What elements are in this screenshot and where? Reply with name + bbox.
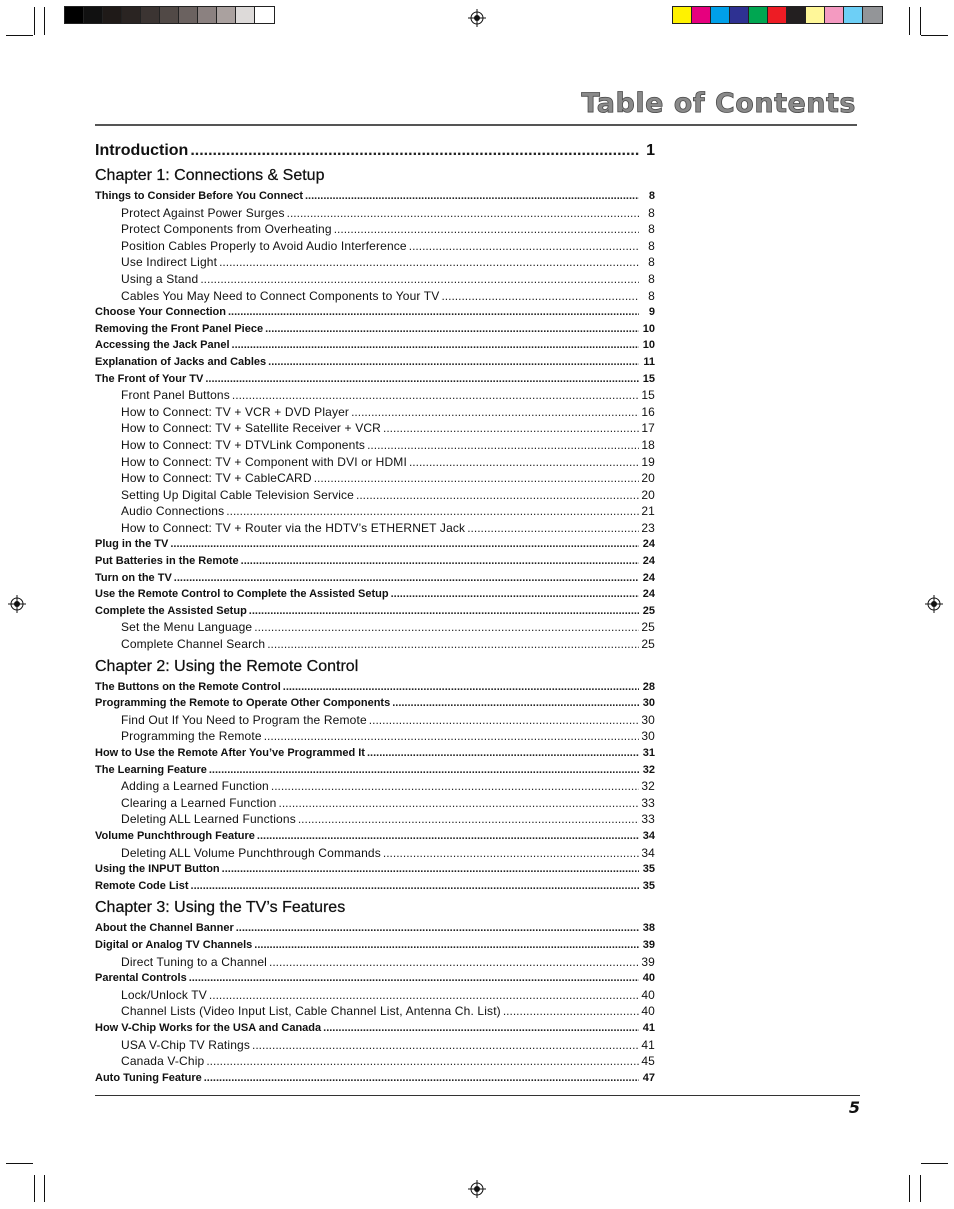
color-swatch <box>787 7 806 23</box>
toc-entry-label: How to Connect: TV + VCR + DVD Player <box>121 404 350 419</box>
toc-entry[interactable] <box>95 920 655 937</box>
dot-leader <box>323 1020 639 1037</box>
toc-entry-label: Position Cables Properly to Avoid Audio Interference <box>121 238 407 253</box>
toc-entry-label: Clearing a Learned Function <box>121 795 277 810</box>
toc-entry-page: 25 <box>641 637 655 652</box>
dot-leader <box>267 636 639 653</box>
toc-entry[interactable] <box>95 636 655 653</box>
chapter-section <box>95 165 655 653</box>
color-swatch <box>749 7 768 23</box>
toc-entry[interactable] <box>95 762 655 779</box>
dot-leader <box>392 695 639 712</box>
dot-leader <box>200 271 639 288</box>
toc-entry-page: 8 <box>648 190 655 202</box>
toc-entry[interactable] <box>95 861 655 878</box>
toc-entry[interactable] <box>95 238 655 255</box>
dot-leader <box>409 238 639 255</box>
registration-mark-left <box>8 595 26 613</box>
dot-leader <box>351 404 639 421</box>
toc-entry-page: 38 <box>642 922 655 935</box>
toc-entry-page: 30 <box>641 712 655 727</box>
toc-entry[interactable] <box>95 321 655 338</box>
toc-entry-page: 15 <box>642 372 655 385</box>
color-swatch <box>863 7 882 23</box>
gray-swatch <box>122 7 141 23</box>
toc-entry-label: Find Out If You Need to Program the Remote <box>121 712 367 727</box>
page-title: Table of Contents <box>581 88 856 119</box>
toc-entry[interactable] <box>95 304 655 321</box>
gray-swatch <box>84 7 103 23</box>
dot-leader <box>254 937 639 954</box>
toc-entry-page: 8 <box>648 288 655 303</box>
dot-leader <box>206 1053 639 1070</box>
dot-leader <box>252 1037 639 1054</box>
toc-entry[interactable] <box>95 337 655 354</box>
toc-entry-label: Parental Controls <box>95 972 187 985</box>
toc-entry-label: Plug in the TV <box>95 538 169 551</box>
dot-leader <box>383 845 639 862</box>
dot-leader <box>209 762 639 779</box>
toc-entry-page: 16 <box>641 404 655 419</box>
toc-entry[interactable] <box>95 288 655 305</box>
dot-leader <box>356 487 639 504</box>
toc-entry[interactable] <box>95 536 655 553</box>
title-divider <box>95 124 857 126</box>
dot-leader <box>298 811 639 828</box>
toc-entry-page: 15 <box>641 388 655 403</box>
toc-entry-page: 8 <box>648 255 655 270</box>
toc-entry-page: 24 <box>642 555 655 568</box>
toc-entry-page: 17 <box>641 421 655 436</box>
toc-entry-label: Direct Tuning to a Channel <box>121 954 267 969</box>
toc-entry-page: 40 <box>641 1004 655 1019</box>
toc-entry-label: USA V-Chip TV Ratings <box>121 1037 250 1052</box>
dot-leader <box>236 920 639 937</box>
toc-entry[interactable] <box>95 371 655 388</box>
toc-entry[interactable] <box>95 520 655 537</box>
toc-entry[interactable] <box>95 470 655 487</box>
toc-entry-page: 30 <box>641 729 655 744</box>
toc-entry-label: Programming the Remote <box>121 729 262 744</box>
toc-entry[interactable] <box>95 811 655 828</box>
gray-swatch <box>160 7 179 23</box>
toc-entry[interactable] <box>95 878 655 895</box>
chapter-heading: Chapter 3: Using the TV’s Features <box>95 899 346 917</box>
toc-entry-page: 20 <box>641 471 655 486</box>
toc-entry-page: 8 <box>648 271 655 286</box>
gray-swatch <box>179 7 198 23</box>
dot-leader <box>232 337 639 354</box>
toc-entry[interactable] <box>95 845 655 862</box>
dot-leader <box>314 470 639 487</box>
toc-entry[interactable] <box>95 795 655 812</box>
toc-entry[interactable] <box>95 712 655 729</box>
dot-leader <box>383 420 639 437</box>
toc-entry-label: About the Channel Banner <box>95 922 234 935</box>
color-swatch <box>825 7 844 23</box>
dot-leader <box>269 954 639 971</box>
dot-leader <box>228 304 639 321</box>
toc-entry[interactable] <box>95 778 655 795</box>
toc-entry[interactable] <box>95 970 655 987</box>
toc-entry[interactable] <box>95 503 655 520</box>
toc-entry[interactable] <box>95 570 655 587</box>
toc-entry-page: 18 <box>641 437 655 452</box>
toc-entry-page: 39 <box>642 938 655 951</box>
process-color-bar <box>672 6 883 24</box>
toc-entry[interactable] <box>95 1020 655 1037</box>
toc-entry-label: Explanation of Jacks and Cables <box>95 355 267 368</box>
color-swatch <box>844 7 863 23</box>
chapter-section <box>95 656 655 895</box>
registration-mark-top <box>468 9 486 27</box>
dot-leader <box>467 520 639 537</box>
dot-leader <box>209 987 639 1004</box>
registration-mark-bottom <box>468 1180 486 1198</box>
color-swatch <box>711 7 730 23</box>
toc-entry-label: Digital or Analog TV Channels <box>95 938 253 951</box>
toc-entry[interactable] <box>95 420 655 437</box>
toc-entry-page: 20 <box>641 487 655 502</box>
color-swatch <box>692 7 711 23</box>
toc-entry-page: 41 <box>641 1037 655 1052</box>
toc-entry[interactable] <box>95 1053 655 1070</box>
dot-leader <box>264 728 639 745</box>
dot-leader <box>283 679 639 696</box>
dot-leader <box>391 586 639 603</box>
toc-entry[interactable] <box>95 1037 655 1054</box>
toc-entry[interactable] <box>95 205 655 222</box>
toc-entry-label: Put Batteries in the Remote <box>95 555 239 568</box>
toc-entry-label: The Buttons on the Remote Control <box>95 680 281 693</box>
toc-entry-page: 40 <box>641 987 655 1002</box>
toc-entry[interactable] <box>95 454 655 471</box>
toc-entry-introduction[interactable] <box>95 140 655 161</box>
toc-entry-label: Protect Components from Overheating <box>121 222 332 237</box>
toc-entry[interactable] <box>95 679 655 696</box>
toc-entry-page: 33 <box>641 812 655 827</box>
toc-entry[interactable] <box>95 221 655 238</box>
toc-entry-page: 45 <box>641 1054 655 1069</box>
toc-entry-label: Front Panel Buttons <box>121 388 230 403</box>
toc-entry-page: 25 <box>642 604 655 617</box>
gray-swatch <box>217 7 236 23</box>
toc-entry-label: Canada V-Chip <box>121 1054 205 1069</box>
toc-entry[interactable] <box>95 487 655 504</box>
toc-entry-label: Protect Against Power Surges <box>121 205 285 220</box>
gray-swatch <box>236 7 255 23</box>
toc-entry[interactable] <box>95 354 655 371</box>
toc-entry[interactable] <box>95 1003 655 1020</box>
toc-entry-page: 31 <box>642 747 655 759</box>
toc-entry-page: 1 <box>646 142 655 159</box>
toc-entry[interactable] <box>95 188 655 205</box>
toc-entry-page: 33 <box>641 795 655 810</box>
chapter-section <box>95 897 655 1086</box>
footer-divider <box>95 1095 860 1096</box>
toc-entry-label: Cables You May Need to Connect Components to Your TV <box>121 288 440 303</box>
toc-entry-label: Using the INPUT Button <box>95 863 220 876</box>
toc-entry-label: Programming the Remote to Operate Other Components <box>95 697 391 710</box>
dot-leader <box>287 205 639 222</box>
toc-entry[interactable] <box>95 271 655 288</box>
chapter-heading: Chapter 2: Using the Remote Control <box>95 657 359 675</box>
toc-entry-page: 28 <box>642 680 655 693</box>
toc-entry-page: 34 <box>641 845 655 860</box>
toc-entry-label: Set the Menu Language <box>121 620 253 635</box>
toc-entry-page: 8 <box>648 205 655 220</box>
dot-leader <box>257 828 639 845</box>
toc-entry-label: How to Connect: TV + Router via the HDTV’s ETHERNET Jack <box>121 520 466 535</box>
toc-entry-page: 24 <box>642 588 655 601</box>
toc-entry-page: 21 <box>641 504 655 519</box>
toc-entry-label: Accessing the Jack Panel <box>95 339 230 352</box>
toc-entry-label: Channel Lists (Video Input List, Cable Channel List, Antenna Ch. List) <box>121 1004 501 1019</box>
toc-entry-page: 32 <box>641 779 655 794</box>
dot-leader <box>369 712 639 729</box>
dot-leader <box>232 387 639 404</box>
toc-entry-label: Turn on the TV <box>95 571 172 584</box>
toc-entry-page: 9 <box>648 306 655 319</box>
toc-entry-page: 40 <box>642 972 655 985</box>
dot-leader <box>441 288 639 305</box>
dot-leader <box>219 254 639 271</box>
toc-entry-label: Auto Tuning Feature <box>95 1071 202 1084</box>
toc-entry-page: 41 <box>642 1021 655 1034</box>
toc-entry-label: How to Connect: TV + DTVLink Components <box>121 437 366 452</box>
toc-entry-page: 35 <box>642 863 655 876</box>
dot-leader <box>268 354 639 371</box>
dot-leader <box>305 188 639 205</box>
chapter-list <box>95 165 655 1086</box>
toc-entry-page: 34 <box>642 829 655 842</box>
toc-entry[interactable] <box>95 603 655 620</box>
toc-entry-page: 24 <box>642 538 655 551</box>
toc-entry[interactable] <box>95 937 655 954</box>
dot-leader <box>189 970 639 987</box>
toc-entry-label: How to Connect: TV + Component with DVI or HDMI <box>121 454 407 469</box>
toc-entry[interactable] <box>95 586 655 603</box>
toc-entry-label: Audio Connections <box>121 504 225 519</box>
toc-entry-page: 47 <box>642 1071 655 1084</box>
dot-leader <box>226 503 639 520</box>
toc-entry-label: How to Connect: TV + CableCARD <box>121 471 312 486</box>
toc-entry[interactable] <box>95 254 655 271</box>
toc-entry-label: Volume Punchthrough Feature <box>95 829 255 842</box>
toc-entry[interactable] <box>95 695 655 712</box>
gray-swatch <box>255 7 274 23</box>
toc-entry-label: Complete Channel Search <box>121 637 266 652</box>
toc-entry[interactable] <box>95 987 655 1004</box>
toc-entry[interactable] <box>95 404 655 421</box>
toc-entry-label: How V-Chip Works for the USA and Canada <box>95 1021 322 1034</box>
registration-mark-right <box>925 595 943 613</box>
toc-entry-page: 35 <box>642 879 655 892</box>
dot-leader <box>334 221 639 238</box>
toc-entry-label: Lock/Unlock TV <box>121 987 207 1002</box>
toc-entry[interactable] <box>95 1070 655 1087</box>
toc-entry-page: 30 <box>642 697 655 710</box>
dot-leader <box>170 536 639 553</box>
toc-entry-label: How to Connect: TV + Satellite Receiver + VCR <box>121 421 381 436</box>
toc-entry-page: 32 <box>642 763 655 776</box>
dot-leader <box>367 437 639 454</box>
gray-swatch <box>65 7 84 23</box>
toc-entry[interactable] <box>95 728 655 745</box>
gray-swatch <box>198 7 217 23</box>
dot-leader <box>409 454 639 471</box>
toc-entry[interactable] <box>95 619 655 636</box>
toc-entry-label: Choose Your Connection <box>95 306 226 319</box>
toc-entry-label: Adding a Learned Function <box>121 779 269 794</box>
toc-entry-label: Complete the Assisted Setup <box>95 604 247 617</box>
dot-leader <box>174 570 639 587</box>
color-swatch <box>673 7 692 23</box>
dot-leader <box>191 878 639 895</box>
toc-entry[interactable] <box>95 954 655 971</box>
dot-leader <box>222 861 639 878</box>
dot-leader <box>367 745 639 762</box>
toc-entry[interactable] <box>95 828 655 845</box>
color-swatch <box>730 7 749 23</box>
toc-entry-label: Using a Stand <box>121 271 199 286</box>
dot-leader <box>241 553 639 570</box>
toc-entry-page: 19 <box>641 454 655 469</box>
toc-entry-page: 25 <box>641 620 655 635</box>
toc-entry-page: 10 <box>642 322 655 335</box>
gray-swatch <box>103 7 122 23</box>
dot-leader <box>204 1070 639 1087</box>
toc-entry-page: 11 <box>643 355 655 368</box>
toc-entry-label: Introduction <box>95 142 189 159</box>
toc-entry-label: Deleting ALL Learned Functions <box>121 812 296 827</box>
toc-entry-page: 8 <box>648 222 655 237</box>
dot-leader <box>503 1003 639 1020</box>
toc-entry-page: 10 <box>642 339 655 352</box>
toc-entry-label: Use Indirect Light <box>121 255 218 270</box>
toc-entry-label: How to Use the Remote After You’ve Programmed It <box>95 747 365 759</box>
dot-leader <box>271 778 639 795</box>
toc-entry-label: The Learning Feature <box>95 763 207 776</box>
toc-entry-label: Deleting ALL Volume Punchthrough Commands <box>121 845 381 860</box>
dot-leader <box>278 795 639 812</box>
page-number: 5 <box>848 1098 860 1117</box>
grayscale-color-bar <box>64 6 275 24</box>
table-of-contents <box>95 140 655 1086</box>
toc-entry-label: The Front of Your TV <box>95 372 204 385</box>
toc-entry-label: Use the Remote Control to Complete the Assisted Setup <box>95 588 389 601</box>
gray-swatch <box>141 7 160 23</box>
toc-entry[interactable] <box>95 437 655 454</box>
dot-leader <box>249 603 639 620</box>
toc-entry-page: 39 <box>641 954 655 969</box>
dot-leader <box>265 321 639 338</box>
dot-leader <box>205 371 639 388</box>
color-swatch <box>768 7 787 23</box>
toc-entry-page: 24 <box>642 571 655 584</box>
toc-entry[interactable] <box>95 745 655 762</box>
toc-entry[interactable] <box>95 553 655 570</box>
chapter-heading: Chapter 1: Connections & Setup <box>95 167 325 184</box>
toc-entry[interactable] <box>95 387 655 404</box>
toc-entry-label: Things to Consider Before You Connect <box>95 190 303 202</box>
toc-entry-label: Setting Up Digital Cable Television Service <box>121 487 355 502</box>
dot-leader <box>254 619 639 636</box>
toc-entry-page: 23 <box>641 520 655 535</box>
dot-leader <box>190 140 639 161</box>
color-swatch <box>806 7 825 23</box>
toc-entry-label: Remote Code List <box>95 879 189 892</box>
toc-entry-label: Removing the Front Panel Piece <box>95 322 264 335</box>
toc-entry-page: 8 <box>648 238 655 253</box>
